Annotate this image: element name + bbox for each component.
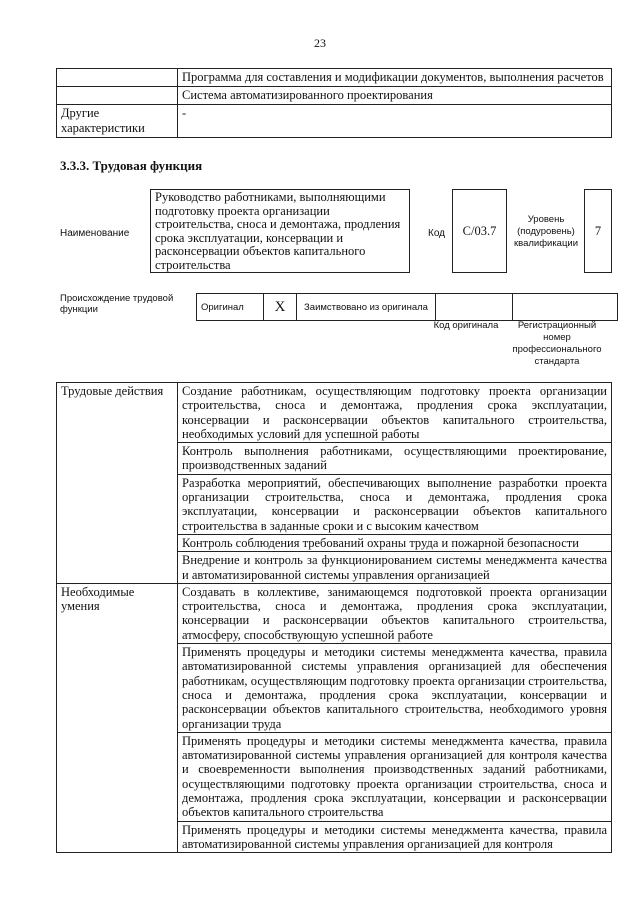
skill: Применять процедуры и методики системы менеджмента качества, правила автоматизированной системы управления организацией для контроля качества и своевременности выполнения производственных заданий работниками, осуществляющими подготовку проекта организации строительства, сноса и демонтажа, продления срока эксплуатации, консервации и расконсервации объектов капитального строительства	[178, 732, 612, 821]
function-code: C/03.7	[452, 189, 507, 273]
skills-label: Необходимые умения	[57, 583, 178, 852]
row-label: Другие характеристики	[57, 105, 178, 138]
name-label: Наименование	[60, 228, 130, 239]
reg-caption: Регистрационный номер профессионального стандарта	[512, 320, 602, 367]
main-table	[56, 382, 612, 853]
row-value: Программа для составления и модификации документов, выполнения расчетов	[178, 69, 612, 87]
table-row	[57, 583, 612, 643]
labor-action: Внедрение и контроль за функционированием системы менеджмента качества и автоматизированной системы управления организацией	[178, 552, 612, 584]
table-row	[57, 87, 612, 105]
top-table	[56, 68, 612, 138]
function-name: Руководство работниками, выполняющими подготовку проекта организации строительства, сноса и демонтажа, продления срока эксплуатации, консервации и расконсервации объектов капитального строительства	[150, 189, 410, 273]
borrowed-label: Заимствовано из оригинала	[297, 294, 436, 321]
qualification-level: 7	[584, 189, 612, 273]
level-label: Уровень (подуровень) квалификации	[513, 214, 579, 249]
origin-table	[196, 293, 618, 321]
table-row	[57, 69, 612, 87]
code-label: Код	[428, 228, 446, 239]
row-label	[57, 69, 178, 87]
origin-label: Происхождение трудовой функции	[60, 293, 174, 315]
table-row	[57, 105, 612, 138]
section-title: 3.3.3. Трудовая функция	[60, 158, 203, 173]
original-code-cell	[436, 294, 513, 321]
original-mark: X	[264, 294, 297, 321]
table-row	[197, 294, 618, 321]
page-number: 23	[314, 36, 326, 50]
reg-number-cell	[513, 294, 618, 321]
row-label	[57, 87, 178, 105]
labor-action: Контроль соблюдения требований охраны труда и пожарной безопасности	[178, 534, 612, 551]
original-label: Оригинал	[197, 294, 264, 321]
skill: Создавать в коллективе, занимающемся подготовкой проекта организации строительства, сноса и демонтажа, продления срока эксплуатации, консервации и расконсервации объектов капитального строительства, атмосферу, способствующую успешной работе	[178, 583, 612, 643]
labor-action: Разработка мероприятий, обеспечивающих выполнение разработки проекта организации строительства, сноса и демонтажа, продления срока эксплуатации, консервации и расконсервации объектов капитального строительства в заданные сроки и с высоким качеством	[178, 474, 612, 534]
code-caption: Код оригинала	[433, 320, 499, 331]
table-row	[57, 383, 612, 443]
skill: Применять процедуры и методики системы менеджмента качества, правила автоматизированной системы управления организацией для контроля	[178, 821, 612, 853]
skill: Применять процедуры и методики системы менеджмента качества, правила автоматизированной системы управления организацией для обеспечения работникам, осуществляющим подготовку проекта организации строительства, сноса и демонтажа, продления срока эксплуатации, консервации и расконсервации объектов капитального строительства, необходимого уровня организации труда	[178, 644, 612, 733]
labor-action: Создание работникам, осуществляющим подготовку проекта организации строительства, сноса и демонтажа, продления срока эксплуатации, консервации и расконсервации объектов капитального строительства, необходимых условий для успешной работы	[178, 383, 612, 443]
row-value: Система автоматизированного проектирования	[178, 87, 612, 105]
labor-actions-label: Трудовые действия	[57, 383, 178, 584]
labor-action: Контроль выполнения работниками, осуществляющими проектирование, производственных заданий	[178, 443, 612, 475]
row-value: -	[178, 105, 612, 138]
